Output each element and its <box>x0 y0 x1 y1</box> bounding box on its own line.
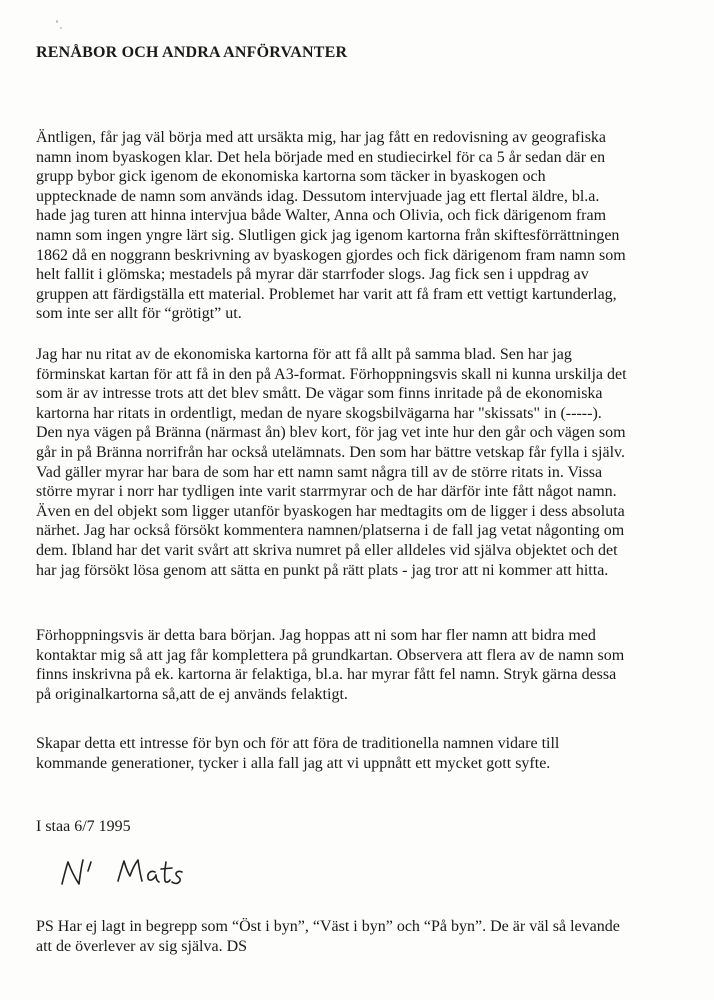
text-line: hade jag turen att hinna intervjua både Walter, Anna och Olivia, och fick därigenom fram <box>36 207 607 225</box>
postscript <box>36 917 696 957</box>
text-line: närhet. Jag har också försökt kommentera namnen/platserna i de fall jag vetat någonting om <box>36 522 625 540</box>
scan-speck <box>60 27 62 29</box>
text-line: upptecknade de namn som används idag. Dessutom intervjuade jag ett flertal äldre, bl.a. <box>36 187 600 205</box>
text-line: Även en del objekt som ligger utanför byaskogen har medtagits om de ligger i dess absoluta <box>36 502 625 520</box>
text-line: finns inskrivna på ek. kartorna är felaktiga, bl.a. har myrar fått fel namn. Stryk gärna dessa <box>36 666 617 684</box>
text-line: har jag försökt lösa genom att sätta en punkt på rätt plats - jag tror att ni kommer att hitta. <box>36 561 609 579</box>
paragraph-2 <box>36 345 696 580</box>
text-line: som inte ser allt för “grötigt” ut. <box>36 305 242 323</box>
text-line: större myrar i norr har tydligen inte varit starrmyrar och de har därför inte fått något namn. <box>36 483 617 501</box>
document-title: RENÅBOR OCH ANDRA ANFÖRVANTER <box>36 44 348 61</box>
text-line: namn som ingen yngre lärt sig. Slutligen gick jag igenom kartorna från skiftesförrättningen <box>36 226 620 244</box>
text-line: namn inom byaskogen klar. Det hela började med en studiecirkel för ca 5 år sedan där en <box>36 148 606 166</box>
text-line: 1862 då en noggrann beskrivning av byaskogen gjordes och fick därigenom fram namn som <box>36 246 626 264</box>
text-line: grupp bybor gick igenom de ekonomiska kartorna som täcker in byaskogen och <box>36 168 546 186</box>
text-line: dem. Ibland har det varit svårt att skriva numret på eller alldeles vid själva objektet och det <box>36 541 618 559</box>
text-line: Den nya vägen på Bränna (närmast ån) blev kort, för jag vet inte hur den går och vägen som <box>36 424 626 442</box>
text-line: att de överlever av sig själva. DS <box>36 938 248 955</box>
text-line: kartorna har ritats in ordentligt, medan de nyare skogsbilvägarna har "skissats" in (-----). <box>36 404 602 422</box>
text-line: helt fallit i glömska; mestadels på myrar där starrfoder slogs. Jag fick sen i uppdrag av <box>36 266 589 284</box>
text-line: gruppen att färdigställa ett material. Problemet har varit att få fram ett vettigt kartunderlag, <box>36 285 617 303</box>
text-line: går in på Bränna norrifrån har också utelämnats. Den som har bättre vetskap får fylla i själv. <box>36 443 625 461</box>
paragraph-3 <box>36 626 696 704</box>
paragraph-4 <box>36 734 696 773</box>
text-line: förminskat kartan för att få in den på A3-format. Förhoppningsvis skall ni kunna urskilja det <box>36 365 627 383</box>
text-line: PS Har ej lagt in begrepp som “Öst i byn”, “Väst i byn” och “På byn”. De är väl så levande <box>36 918 620 935</box>
text-line: kontaktar mig så att jag får komplettera på grundkartan. Observera att flera av de namn som <box>36 646 625 664</box>
text-line: på originalkartorna så,att de ej används felaktigt. <box>36 685 348 703</box>
text-line: Vad gäller myrar har bara de som har ett namn samt några till av de större ritats in. Vissa <box>36 463 603 481</box>
text-line: kommande generationer, tycker i alla fall jag att vi uppnått ett mycket gott syfte. <box>36 754 551 772</box>
place-date: I staa 6/7 1995 <box>36 818 131 835</box>
text-line: Äntligen, får jag väl börja med att ursäkta mig, har jag fått en redovisning av geografiska <box>36 129 607 146</box>
text-line: Jag har nu ritat av de ekonomiska kartorna för att få allt på samma blad. Sen har jag <box>36 346 572 363</box>
scan-speck <box>56 20 58 23</box>
text-line: Skapar detta ett intresse för byn och för att föra de traditionella namnen vidare till <box>36 735 560 752</box>
text-line: Förhoppningsvis är detta bara början. Jag hoppas att ni som har fler namn att bidra med <box>36 627 596 644</box>
text-line: som är av intresse trots att det blev smått. De vägar som finns inritade på de ekonomiska <box>36 385 603 403</box>
paragraph-1 <box>36 128 696 324</box>
handwritten-signature <box>58 848 208 894</box>
